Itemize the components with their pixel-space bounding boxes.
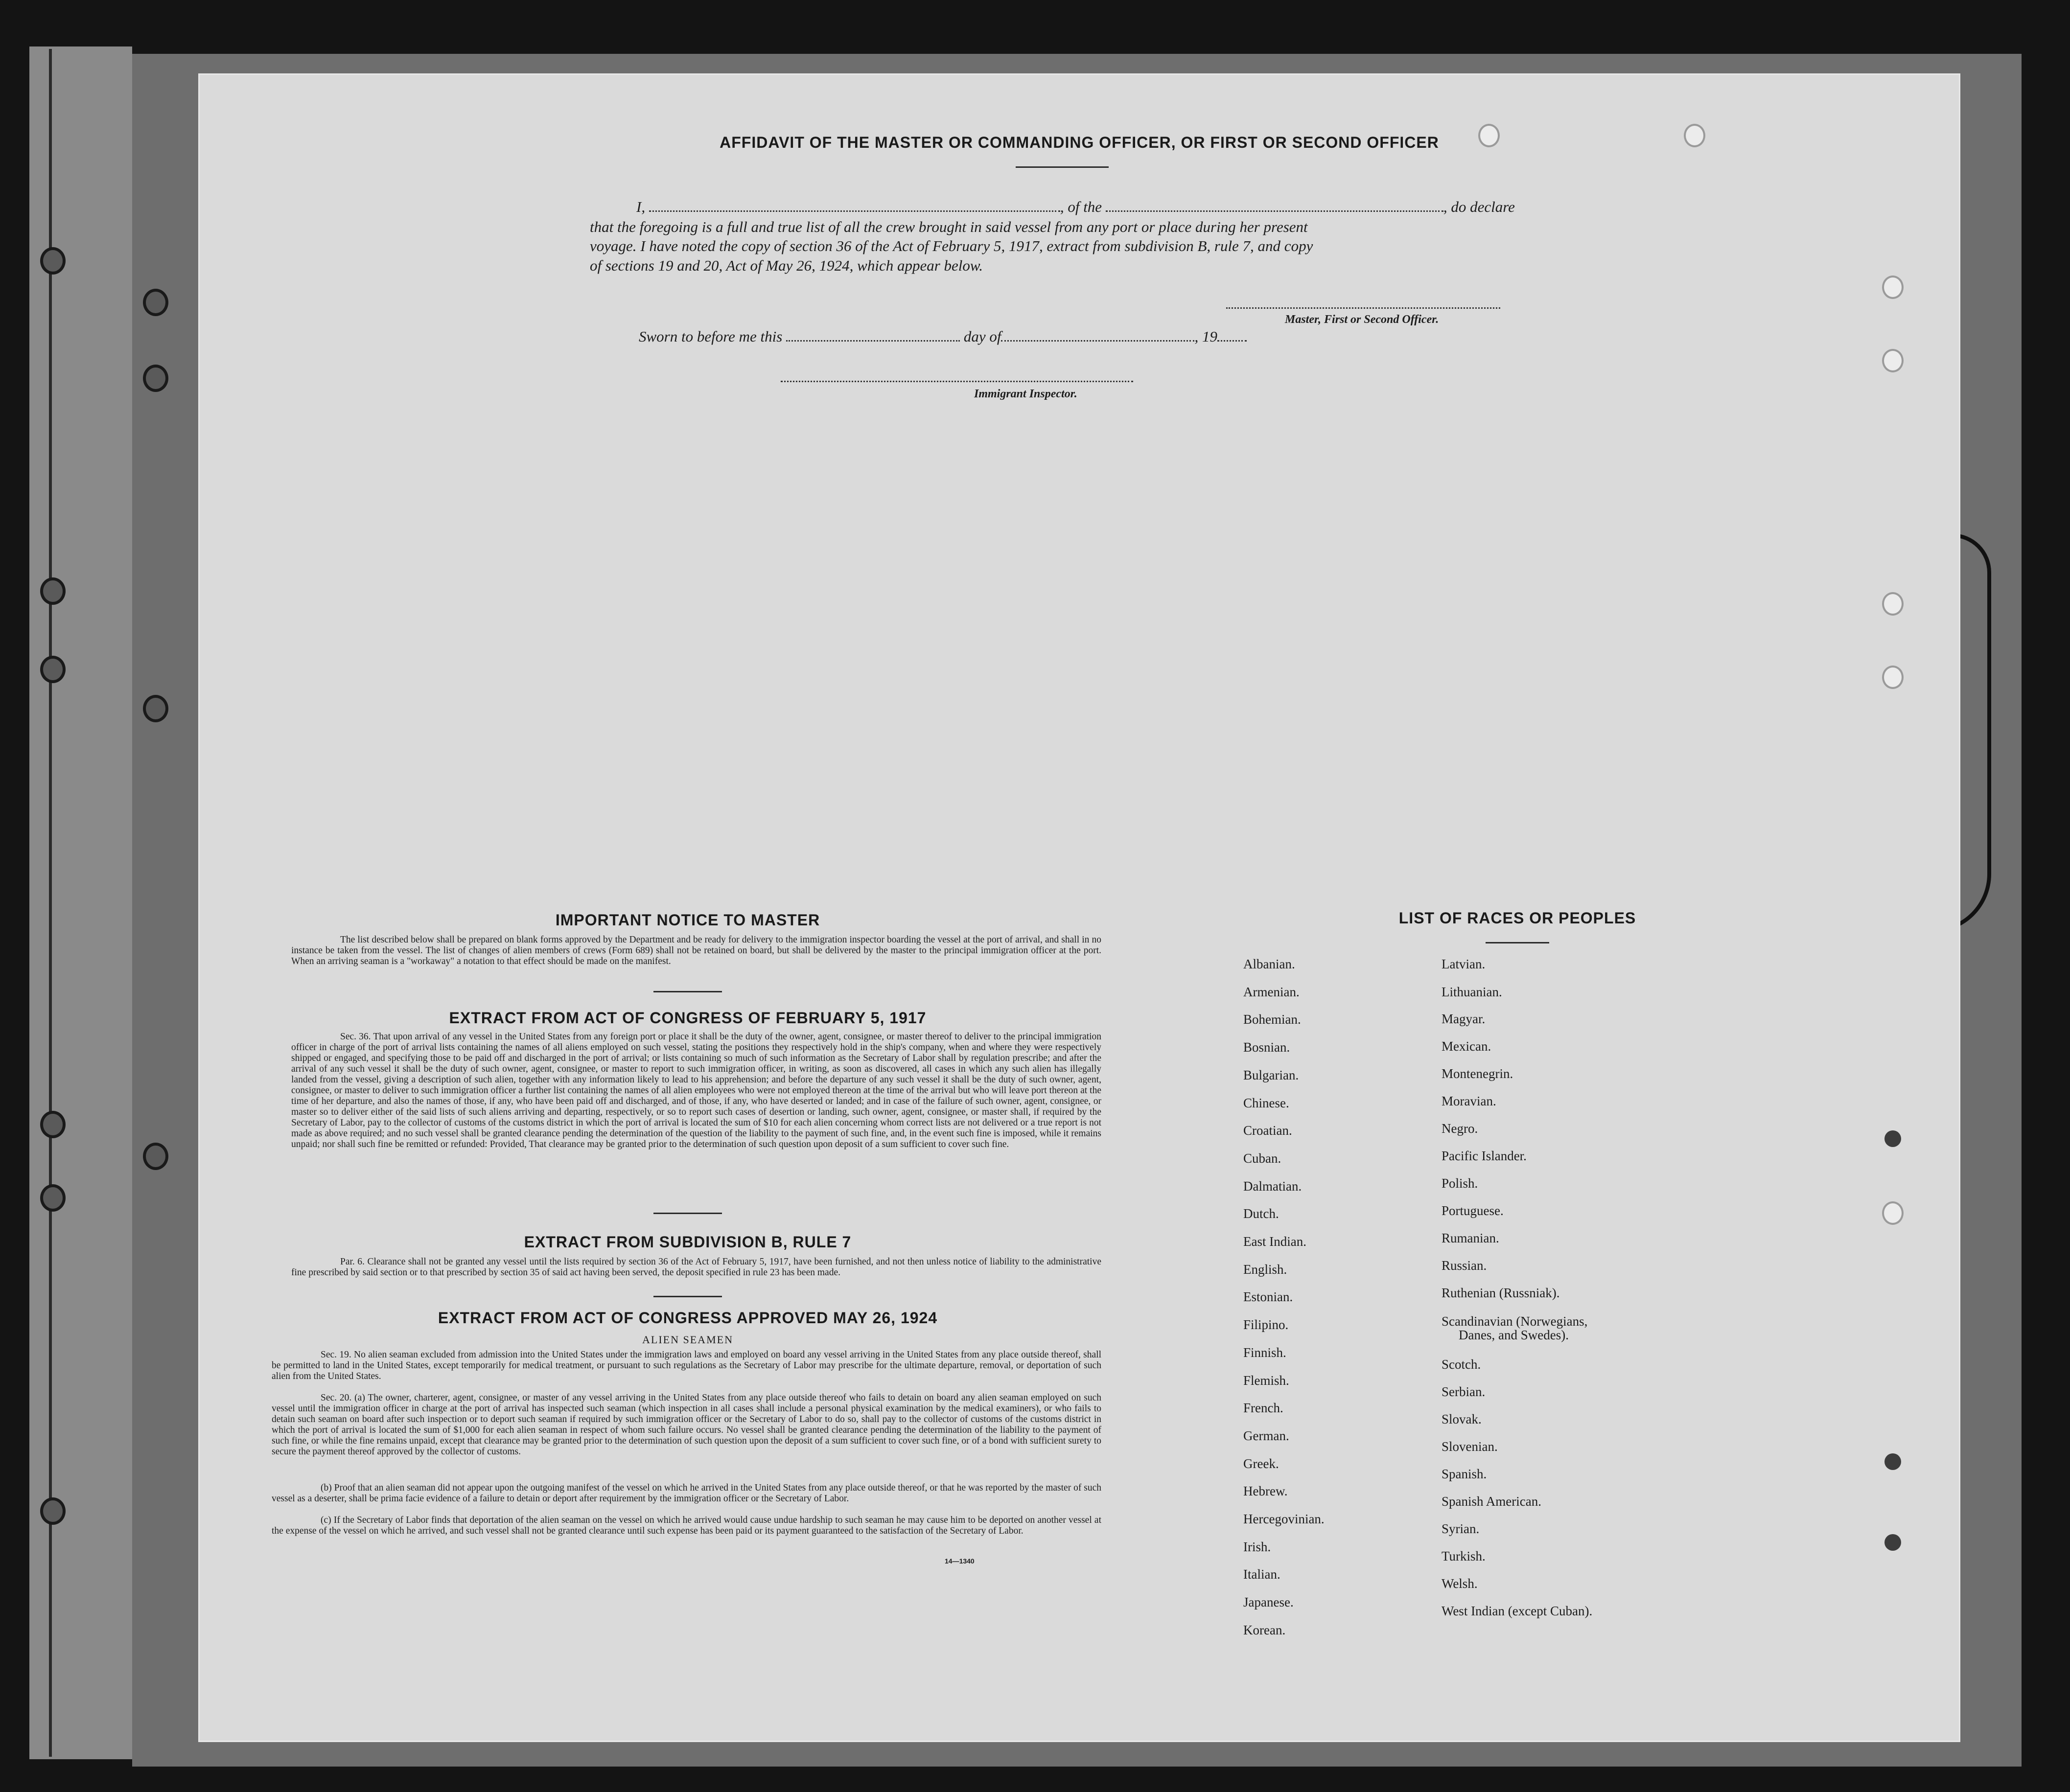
punch-hole: [1882, 1201, 1904, 1225]
race-item: Armenian.: [1243, 984, 1300, 999]
notice-rule: [653, 991, 722, 992]
race-item: Spanish.: [1442, 1467, 1487, 1481]
race-item: Portuguese.: [1442, 1203, 1504, 1218]
extract-1917-title: EXTRACT FROM ACT OF CONGRESS OF FEBRUARY 5, 1917: [449, 1009, 927, 1027]
extract-1924-sec20a: Sec. 20. (a) The owner, charterer, agent, consignee, or master of any vessel arriving in the United States from any place outside thereof who fails to detain on board any alien seaman employed on such vessel until the immigration officer in charge at the port of arrival has inspected such seaman (which inspection in all cases shall include a personal physical examination by the medical examiners), or who fails to detain such seaman on board after such inspection or to deport such seaman if required by such immigration officer or the Secretary of Labor to do so, shall pay to the collector of customs of the customs district in which the port of arrival is located the sum of $1,000 for each alien seaman in respect of whom such failure occurs. No vessel shall be granted clearance pending the determination of the liability to the payment of such fine, or while the fine remains unpaid, except that clearance may be granted prior to the determination of such question upon the deposit of a sum sufficient to cover such fine, or of a bond with sufficient surety to secure the payment thereof approved by the collector of customs.: [272, 1393, 1101, 1457]
race-item: Chinese.: [1243, 1095, 1289, 1110]
race-item: Turkish.: [1442, 1549, 1486, 1563]
race-item: German.: [1243, 1428, 1289, 1443]
race-item: Bohemian.: [1243, 1012, 1301, 1027]
race-item: Flemish.: [1243, 1373, 1289, 1388]
binder-hole: [40, 1184, 66, 1212]
race-item: Hebrew.: [1243, 1484, 1288, 1499]
affidavit-do-declare: , do declare: [1443, 198, 1515, 215]
extract-1924-sec20c: (c) If the Secretary of Labor finds that deportation of the alien seaman on the vessel on which he arrived would cause undue hardship to such seaman he may cause him to be deported on another vessel at the expense of the vessel on which he arrived, and such vessel shall not be granted clearance until such expense has been paid or its payment guaranteed to the satisfaction of the Secretary of Labor.: [272, 1515, 1101, 1536]
race-item: Serbian.: [1442, 1384, 1486, 1399]
race-item: Dutch.: [1243, 1206, 1279, 1221]
punch-mark: [1884, 1534, 1901, 1551]
race-item: Negro.: [1442, 1121, 1478, 1136]
races-title-rule: [1486, 942, 1549, 943]
sworn-line: [639, 328, 1247, 345]
binder-hole: [40, 1497, 66, 1525]
sworn-month-blank[interactable]: [1001, 337, 1194, 342]
affidavit-line-2: that the foregoing is a full and true list of all the crew brought in said vessel from any port or place during her present: [590, 218, 1308, 235]
race-item: West Indian (except Cuban).: [1442, 1604, 1593, 1618]
notice-text: The list described below shall be prepared on blank forms approved by the Department and be ready for delivery to the immigration inspector boarding the vessel at the port of arrival, and shall in no instance be taken from the vessel. The list of changes of alien members of crews (Form 689) shall not be retained on board, but shall be delivered by the master to the principal immigration officer at the port. When an arriving seaman is a "workaway" a notation to that effect should be made on the manifest.: [291, 935, 1101, 966]
race-item: Spanish American.: [1442, 1494, 1541, 1509]
races-title: LIST OF RACES OR PEOPLES: [1398, 909, 1636, 927]
race-item: Rumanian.: [1442, 1231, 1499, 1245]
race-item: Russian.: [1442, 1258, 1487, 1273]
race-item: Scotch.: [1442, 1357, 1481, 1372]
race-item: Latvian.: [1442, 957, 1486, 971]
sworn-day-of: day of: [963, 328, 1001, 345]
race-item: Greek.: [1243, 1456, 1279, 1471]
race-item: Irish.: [1243, 1539, 1271, 1554]
race-item: East Indian.: [1243, 1234, 1306, 1249]
race-item: Lithuanian.: [1442, 985, 1502, 999]
notice-title: IMPORTANT NOTICE TO MASTER: [555, 911, 820, 929]
extract-rule7-text: Par. 6. Clearance shall not be granted any vessel until the lists required by section 36 of the Act of February 5, 1917, have been furnished, and not then unless notice of liability to the administrative fine prescribed by said section or to that prescribed by section 35 of said act having been served, the deposit specified in rule 23 has been made.: [291, 1257, 1101, 1278]
sworn-year-blank[interactable]: [1217, 337, 1247, 342]
race-item: Syrian.: [1442, 1521, 1480, 1536]
race-item: Korean.: [1243, 1622, 1286, 1637]
alien-seamen-subtitle: ALIEN SEAMEN: [642, 1333, 733, 1346]
affidavit-of-the: , of the: [1060, 198, 1102, 215]
extract-1917-text: Sec. 36. That upon arrival of any vessel in the United States from any foreign port or place it shall be the duty of the owner, agent, consignee, or master thereof to deliver to the principal immigration officer in charge of the port of arrival lists containing the names of all aliens employed on such vessel, stating the positions they respectively hold in the ship's company, when and where they were respectively shipped or engaged, and specifying those to be paid off and discharged in the port of arrival; or lists containing so much of such information as the Secretary of Labor shall by regulation prescribe; and after the arrival of any such vessel it shall be the duty of such owner, agent, consignee, or master to report to such immigration officer, in writing, as soon as discovered, all cases in which any such alien has illegally landed from the vessel, giving a description of such alien, together with any information likely to lead to his apprehension; and before the departure of any such vessel it shall be the duty of such owner, agent, consignee, or master to deliver to such immigration officer a further list containing the names of all alien employees who were not employed thereon at the time of the arrival but who will leave port thereon at the time of her departure, and also the names of those, if any, who have been paid off and discharged, and of those, if any, who have deserted or landed; and in case of the failure of such owner, agent, consignee, or master so to deliver either of the said lists of such aliens arriving and departing, respectively, or so to report such cases of desertion or landing, such owner, agent, consignee, or master shall, if required by the Secretary of Labor, pay to the collector of customs of the customs district in which the port of arrival is located the sum of $10 for each alien concerning whom correct lists are not delivered or a true report is not made as above required; and no such vessel shall be granted clearance pending the determination of the question of the liability to the payment of such fine, and, in the event such fine is imposed, while it remains unpaid; nor shall such fine be remitted or refunded: Provided, That clearance may be granted prior to the determination of such question upon deposit of a sum sufficient to cover such fine.: [291, 1032, 1101, 1149]
affidavit-i: I,: [636, 198, 646, 215]
punch-hole: [1684, 124, 1705, 147]
race-item: Mexican.: [1442, 1039, 1491, 1054]
binder-hole: [40, 656, 66, 683]
race-item: Albanian.: [1243, 957, 1295, 971]
punch-mark: [1884, 1453, 1901, 1470]
affidavit-title-rule: [1016, 166, 1109, 168]
race-item: Welsh.: [1442, 1576, 1478, 1591]
extract-1924-sec20b: (b) Proof that an alien seaman did not appear upon the outgoing manifest of the vessel on which he arrived in the United States from any place outside thereof, or that he was reported by the master of such vessel as a deserter, shall be prima facie evidence of a failure to detain or deport after requirement by the immigration officer or the Secretary of Labor.: [272, 1483, 1101, 1504]
affidavit-line-3: voyage. I have noted the copy of section 36 of the Act of February 5, 1917, extract from subdivision B, rule 7, and copy: [590, 237, 1313, 254]
race-item: Cuban.: [1243, 1150, 1281, 1166]
race-item: Dalmatian.: [1243, 1178, 1302, 1194]
extract-1924-sec19: Sec. 19. No alien seaman excluded from admission into the United States under the immigration laws and employed on board any vessel arriving in the United States from any place outside thereof, shall be permitted to land in the United States, except temporarily for medical treatment, or pursuant to such regulations as the Secretary of Labor may prescribe for the ultimate departure, removal, or deportation of such alien from the United States.: [272, 1350, 1101, 1381]
binder-hole: [40, 1111, 66, 1138]
race-item: Montenegrin.: [1442, 1066, 1513, 1081]
sworn-year-prefix: , 19: [1194, 328, 1217, 345]
race-item: Danes, and Swedes).: [1459, 1328, 1569, 1342]
race-item: Bulgarian.: [1243, 1067, 1299, 1082]
race-item: Scandinavian (Norwegians,: [1442, 1314, 1588, 1329]
race-item: French.: [1243, 1401, 1283, 1416]
affidavit-title: AFFIDAVIT OF THE MASTER OR COMMANDING OFFICER, OR FIRST OR SECOND OFFICER: [720, 134, 1439, 151]
form-number: 14—1340: [945, 1557, 975, 1565]
punch-hole: [1882, 276, 1904, 299]
race-item: Filipino.: [1243, 1317, 1289, 1333]
race-item: Japanese.: [1243, 1595, 1294, 1610]
race-item: Finnish.: [1243, 1345, 1286, 1360]
punch-hole: [1882, 666, 1904, 689]
punch-hole: [1882, 349, 1904, 372]
punch-hole: [1882, 592, 1904, 616]
extract-1924-title: EXTRACT FROM ACT OF CONGRESS APPROVED MAY 26, 1924: [438, 1309, 938, 1327]
race-item: Slovak.: [1442, 1412, 1482, 1426]
inspector-signature-line[interactable]: [781, 381, 1133, 382]
binder-hole: [143, 695, 168, 722]
race-item: Moravian.: [1442, 1094, 1496, 1108]
inspector-signature-label: Immigrant Inspector.: [974, 388, 1077, 400]
master-signature-line[interactable]: [1226, 307, 1500, 309]
race-item: Estonian.: [1243, 1289, 1293, 1305]
vessel-blank[interactable]: [1106, 207, 1443, 212]
race-item: Ruthenian (Russniak).: [1442, 1286, 1560, 1300]
race-item: Bosnian.: [1243, 1040, 1290, 1055]
extract-rule7-rule: [653, 1296, 722, 1297]
binder-hole: [143, 365, 168, 392]
binder-hole: [40, 247, 66, 275]
race-item: Polish.: [1442, 1176, 1478, 1191]
race-item: Slovenian.: [1442, 1439, 1498, 1454]
race-item: Magyar.: [1442, 1011, 1486, 1026]
master-signature-label: Master, First or Second Officer.: [1285, 313, 1439, 326]
race-item: Italian.: [1243, 1567, 1280, 1582]
binder-hole: [143, 1143, 168, 1170]
extract-1917-rule: [653, 1213, 722, 1214]
race-item: English.: [1243, 1262, 1287, 1277]
race-item: Hercegovinian.: [1243, 1512, 1325, 1526]
document-page: [198, 73, 1960, 1742]
sworn-text: Sworn to before me this: [639, 328, 783, 345]
sworn-day-blank[interactable]: [786, 337, 960, 342]
affidavit-line-1: [636, 198, 1515, 216]
affidavit-line-4: of sections 19 and 20, Act of May 26, 1924, which appear below.: [590, 257, 983, 274]
race-item: Croatian.: [1243, 1123, 1292, 1138]
name-blank[interactable]: [649, 207, 1060, 212]
extract-rule7-title: EXTRACT FROM SUBDIVISION B, RULE 7: [524, 1233, 852, 1251]
race-item: Pacific Islander.: [1442, 1149, 1527, 1163]
binder-hole: [40, 577, 66, 605]
punch-mark: [1884, 1130, 1901, 1147]
binder-hole: [143, 289, 168, 316]
